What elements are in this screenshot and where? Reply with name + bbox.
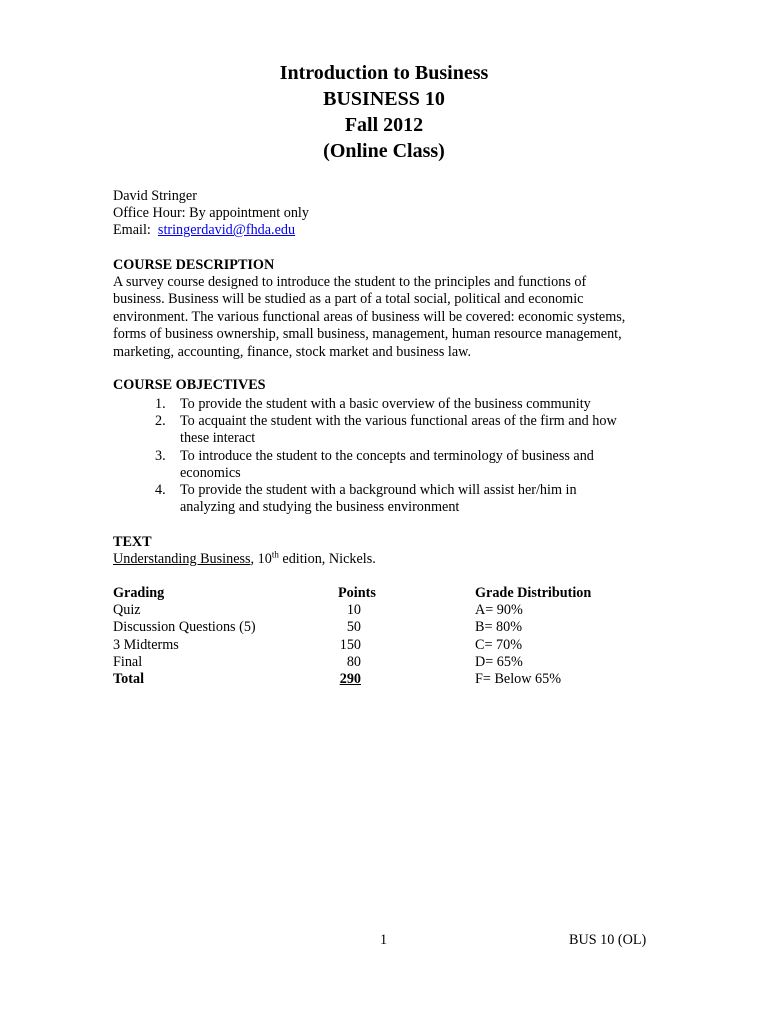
edition-superscript: th (271, 549, 279, 560)
grade-threshold: C= 70% (475, 636, 523, 653)
course-code: BUSINESS 10 (323, 88, 445, 110)
objective-text-continued: these interact (180, 430, 256, 447)
objective-number: 1. (155, 396, 166, 412)
objective-number: 4. (155, 482, 166, 499)
objective-text: To provide the student with a background which will assist her/him in (180, 482, 577, 499)
email-line (113, 222, 295, 239)
total-points: 290 (339, 670, 361, 687)
description-line: forms of business ownership, small business, management, human resource management, (113, 326, 622, 343)
table-row (113, 619, 673, 636)
grading-table (113, 585, 673, 688)
instructor-name: David Stringer (113, 188, 197, 204)
email-link[interactable]: stringerdavid@fhda.edu (157, 222, 296, 238)
edition-suffix: edition, Nickels. (278, 551, 376, 567)
grade-threshold: F= Below 65% (475, 670, 562, 687)
grading-header-row (113, 585, 673, 602)
office-hour: Office Hour: By appointment only (113, 205, 309, 221)
objective-text: To acquaint the student with the various functional areas of the firm and how (180, 413, 617, 430)
objective-text-continued: analyzing and studying the business environment (180, 499, 460, 516)
class-format: (Online Class) (323, 140, 445, 162)
description-line: business. Business will be studied as a part of a total social, political and economic (113, 291, 584, 308)
textbook-title: Understanding Business (113, 551, 251, 567)
document-title (0, 60, 768, 164)
total-row (113, 671, 673, 688)
grading-item: 3 Midterms (113, 636, 179, 653)
course-title: Introduction to Business (279, 62, 489, 84)
page-number: 1 (380, 932, 388, 948)
objective-item (155, 413, 675, 447)
footer-course-code: BUS 10 (OL) (569, 932, 647, 948)
objective-number: 3. (155, 447, 166, 464)
term: Fall 2012 (344, 114, 424, 136)
table-row (113, 637, 673, 654)
description-line: marketing, accounting, finance, stock market and business law. (113, 343, 471, 360)
objective-text: To provide the student with a basic overview of the business community (180, 396, 591, 412)
objective-number: 2. (155, 413, 166, 430)
points-column-header: Points (338, 585, 376, 601)
objective-text-continued: economics (180, 464, 241, 481)
grading-points: 80 (346, 653, 361, 670)
grading-points: 10 (346, 602, 361, 619)
grading-item: Discussion Questions (5) (113, 619, 256, 636)
grading-points: 150 (339, 636, 361, 653)
course-description-heading: COURSE DESCRIPTION (113, 257, 275, 273)
objective-item (155, 482, 675, 516)
grading-column-header: Grading (113, 585, 165, 601)
grading-points: 50 (346, 619, 361, 636)
course-objectives-heading: COURSE OBJECTIVES (113, 377, 266, 393)
table-row (113, 602, 673, 619)
objective-text: To introduce the student to the concepts and terminology of business and (180, 447, 594, 464)
total-label: Total (113, 670, 145, 687)
description-line: A survey course designed to introduce the student to the principles and functions of (113, 274, 587, 290)
edition-prefix: , 10 (250, 551, 272, 567)
objective-item (155, 396, 675, 413)
text-heading: TEXT (113, 534, 152, 550)
distribution-column-header: Grade Distribution (475, 585, 592, 601)
objectives-list (155, 396, 675, 516)
textbook-line (113, 551, 376, 568)
course-description-text (113, 274, 658, 361)
grading-item: Quiz (113, 602, 141, 619)
table-row (113, 654, 673, 671)
objective-item (155, 448, 675, 482)
grade-threshold: D= 65% (475, 653, 523, 670)
email-label: Email: (113, 222, 151, 238)
grade-threshold: B= 80% (475, 619, 523, 636)
grading-item: Final (113, 653, 143, 670)
grade-threshold: A= 90% (475, 602, 523, 619)
description-line: environment. The various functional areas of business will be covered: economic systems, (113, 308, 626, 325)
